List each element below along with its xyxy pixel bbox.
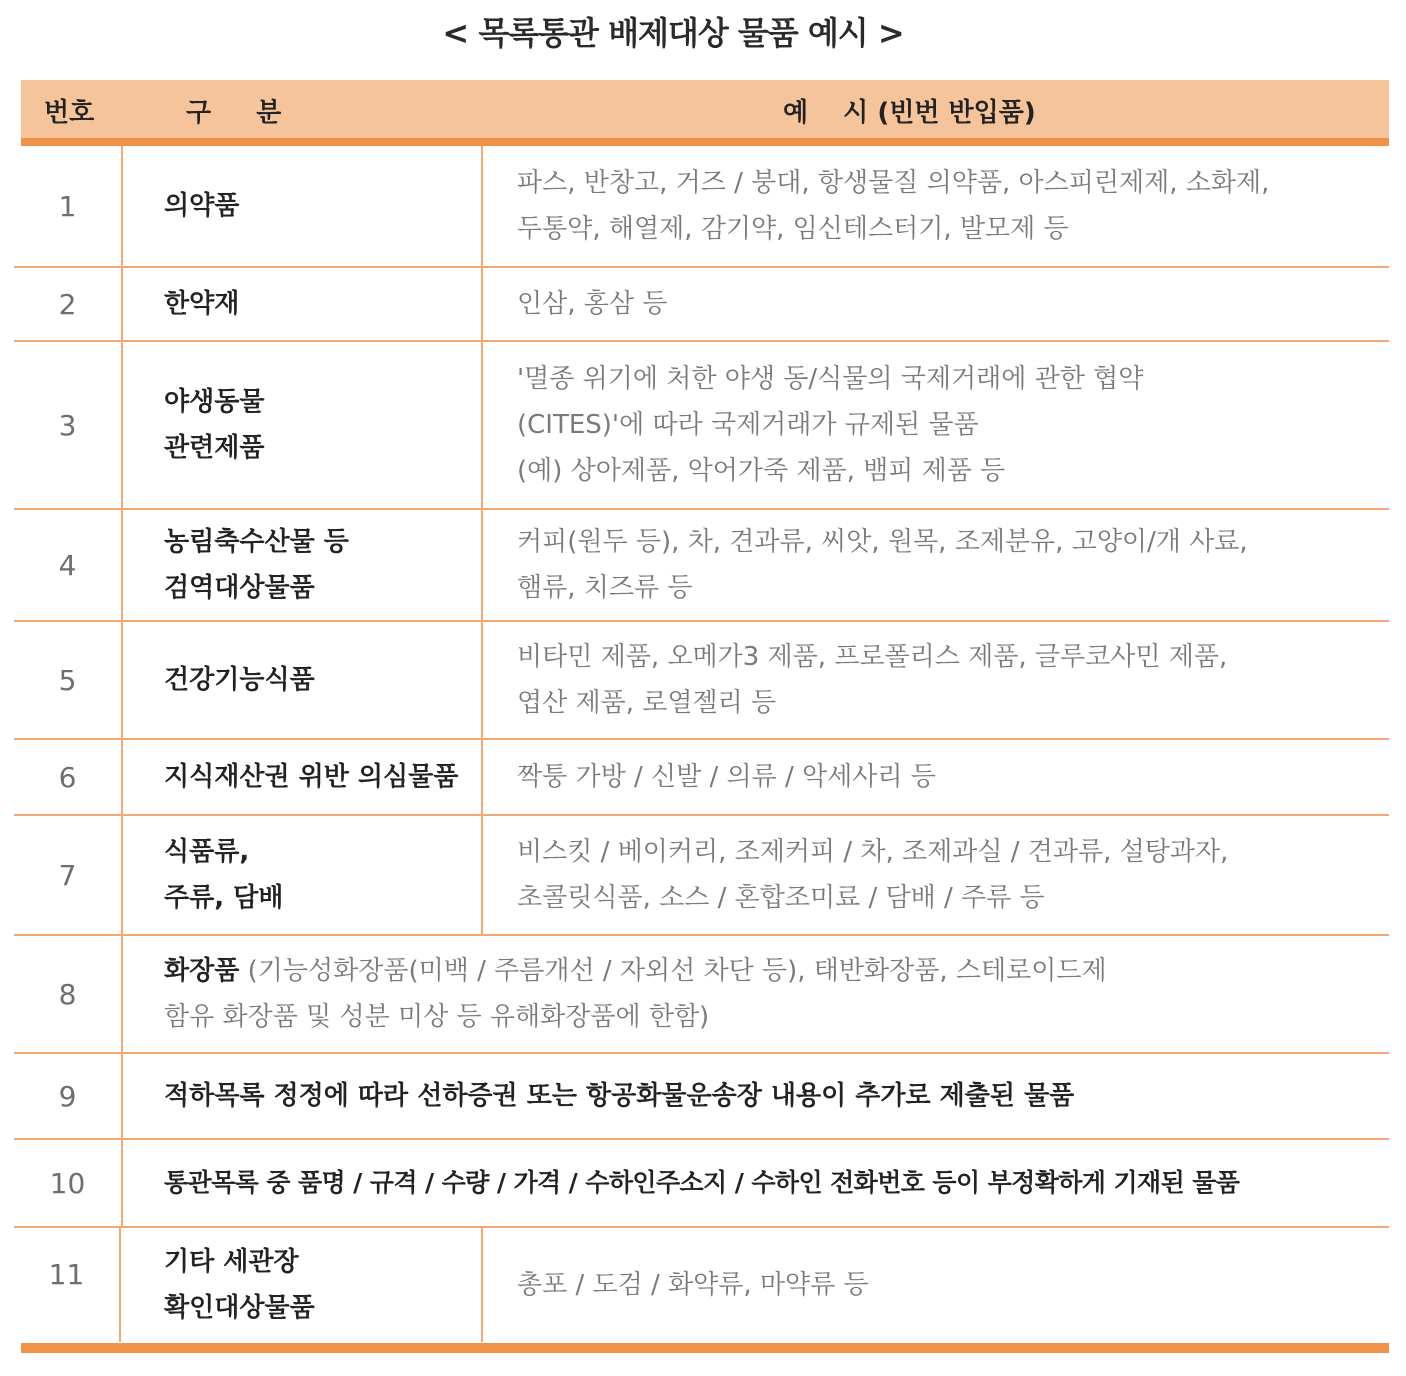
table-row <box>14 510 1389 622</box>
row-examples <box>485 1228 1389 1342</box>
row-category <box>123 1228 483 1342</box>
row-wide-content <box>123 936 1389 1052</box>
row-wide-content <box>123 1140 1389 1226</box>
example-line: 총포 / 도검 / 화약류, 마약류 등 <box>517 1270 869 1300</box>
wide-line: 통관목록 중 품명 / 규격 / 수량 / 가격 / 수하인주소지 / 수하인 전화번호 등이 부정확하게 기재된 물품 <box>164 1168 1240 1197</box>
row-number: 8 <box>14 936 123 1052</box>
row-examples <box>485 622 1389 738</box>
category-line: 의약품 <box>164 191 240 221</box>
row-examples <box>485 510 1389 620</box>
example-line: 커피(원두 등), 차, 견과류, 씨앗, 원목, 조제분유, 고양이/개 사료, <box>517 527 1248 557</box>
row-number: 1 <box>14 146 123 266</box>
category-line: 한약재 <box>164 289 240 319</box>
header-examples: 예 시 (빈번 반입품) <box>783 98 1036 128</box>
row-number: 6 <box>14 740 123 814</box>
row-number: 3 <box>14 342 123 508</box>
example-line: 초콜릿식품, 소스 / 혼합조미료 / 담배 / 주류 등 <box>517 883 1045 913</box>
row-category <box>123 510 483 620</box>
table-header <box>21 80 1389 146</box>
category-line: 지식재산권 위반 의심물품 <box>164 762 459 792</box>
example-line: 두통약, 해열제, 감기약, 임신테스터기, 발모제 등 <box>517 214 1069 244</box>
table-row <box>14 146 1389 268</box>
example-line: 비타민 제품, 오메가3 제품, 프로폴리스 제품, 글루코사민 제품, <box>517 642 1228 672</box>
category-line: 식품류, <box>164 837 250 867</box>
row-number: 4 <box>14 510 123 620</box>
row-number: 10 <box>14 1140 123 1226</box>
row-number: 11 <box>14 1228 121 1342</box>
row-examples <box>485 146 1389 266</box>
example-line: '멸종 위기에 처한 야생 동/식물의 국제거래에 관한 협약 <box>517 364 1144 394</box>
row-category <box>123 146 483 266</box>
category-line: 검역대상물품 <box>164 573 315 603</box>
category-line: 주류, 담배 <box>164 883 284 913</box>
category-line: 확인대상물품 <box>164 1293 315 1323</box>
row-number: 7 <box>14 816 123 934</box>
row-examples <box>485 342 1389 508</box>
table-row <box>14 1140 1389 1228</box>
example-line: 인삼, 홍삼 등 <box>517 289 668 319</box>
wide-gray-text: (기능성화장품(미백 / 주름개선 / 자외선 차단 등), 태반화장품, 스테로이드제 <box>239 956 1107 986</box>
table-row <box>14 622 1389 740</box>
row-wide-content <box>123 1054 1389 1138</box>
wide-line: 함유 화장품 및 성분 미상 등 유해화장품에 한함) <box>164 1002 710 1032</box>
row-number: 9 <box>14 1054 123 1138</box>
example-line: 햄류, 치즈류 등 <box>517 573 693 603</box>
example-line: 파스, 반창고, 거즈 / 붕대, 항생물질 의약품, 아스피린제제, 소화제, <box>517 168 1270 198</box>
page-title: < 목록통관 배제대상 물품 예시 > <box>442 14 904 52</box>
table-bottom-rule <box>21 1343 1389 1353</box>
example-line: 엽산 제품, 로열젤리 등 <box>517 688 777 718</box>
row-number: 2 <box>14 268 123 340</box>
category-line: 기타 세관장 <box>164 1247 299 1277</box>
row-category <box>123 268 483 340</box>
wide-bold-label: 화장품 <box>164 956 240 986</box>
exclusion-table <box>14 80 1389 1342</box>
category-line: 농림축수산물 등 <box>164 527 349 557</box>
table-row <box>14 1054 1389 1140</box>
row-category <box>123 342 483 508</box>
header-number: 번호 <box>44 98 95 128</box>
header-category: 구 분 <box>186 98 300 128</box>
category-line: 야생동물 <box>164 387 265 417</box>
table-row <box>14 816 1389 936</box>
row-examples <box>485 816 1389 934</box>
row-category <box>123 622 483 738</box>
category-line: 건강기능식품 <box>164 665 315 695</box>
table-row <box>14 268 1389 342</box>
row-category <box>123 740 483 814</box>
wide-line: 적하목록 정정에 따라 선하증권 또는 항공화물운송장 내용이 추가로 제출된 물품 <box>164 1081 1075 1111</box>
example-line: 비스킷 / 베이커리, 조제커피 / 차, 조제과실 / 견과류, 설탕과자, <box>517 837 1229 867</box>
example-line: 짝퉁 가방 / 신발 / 의류 / 악세사리 등 <box>517 762 936 792</box>
table-row <box>14 342 1389 510</box>
table-row <box>14 1228 1389 1342</box>
wide-line <box>164 948 1389 994</box>
row-examples <box>485 268 1389 340</box>
row-examples <box>485 740 1389 814</box>
example-line: (CITES)'에 따라 국제거래가 규제된 물품 <box>517 410 979 440</box>
row-number: 5 <box>14 622 123 738</box>
category-line: 관련제품 <box>164 433 265 463</box>
example-line: (예) 상아제품, 악어가죽 제품, 뱀피 제품 등 <box>517 456 1006 486</box>
table-row <box>14 740 1389 816</box>
table-row <box>14 936 1389 1054</box>
row-category <box>123 816 483 934</box>
